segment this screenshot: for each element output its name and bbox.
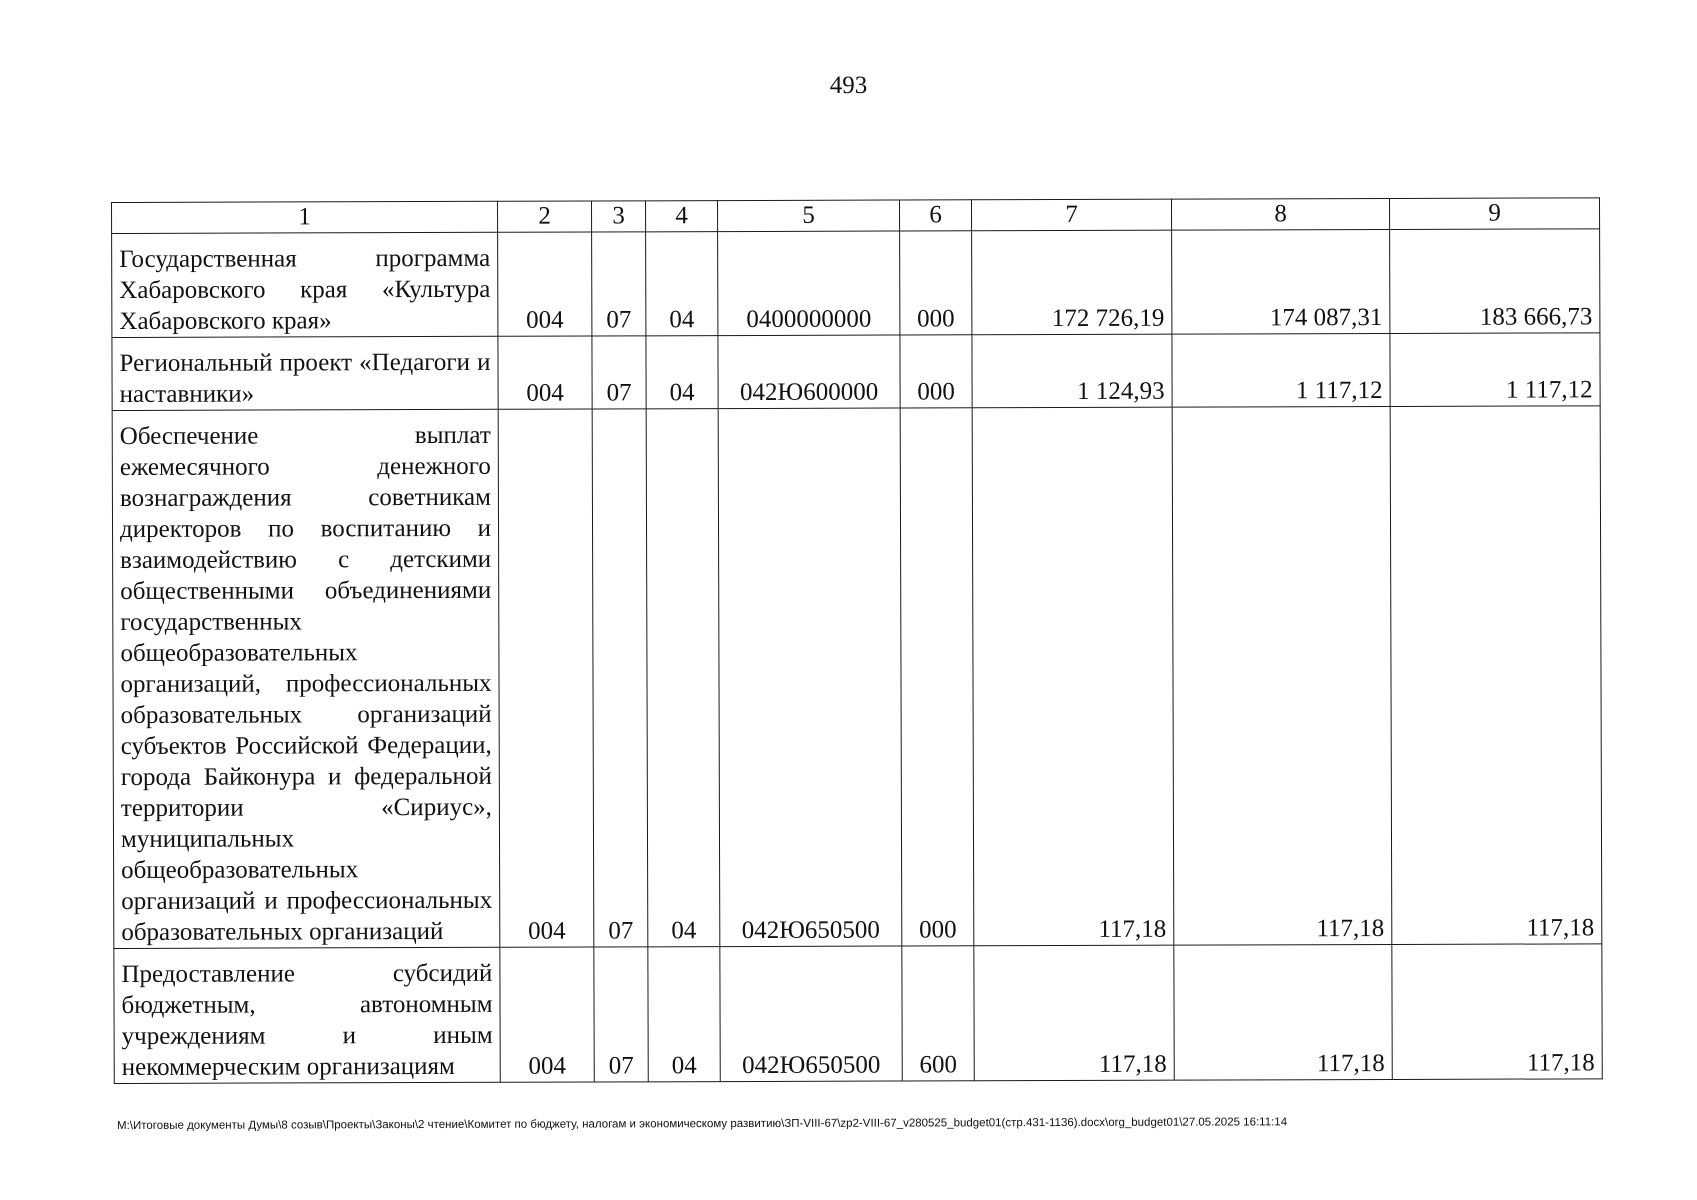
amount-col8-cell: 174 087,31 <box>1172 229 1390 334</box>
amount-col9-cell: 117,18 <box>1390 406 1602 945</box>
header-cell: 2 <box>497 201 591 232</box>
subsection-code-cell: 04 <box>648 947 720 1082</box>
budget-table <box>111 197 1603 1084</box>
header-cell: 3 <box>591 201 645 232</box>
amount-col8-cell: 1 117,12 <box>1172 333 1390 407</box>
row-description: Государственная программа Хабаровского края «Культура Хабаровского края» <box>112 232 498 337</box>
ministry-code-cell: 004 <box>498 336 592 409</box>
header-cell: 4 <box>645 201 717 232</box>
target-article-cell: 042Ю650500 <box>720 946 902 1082</box>
expense-type-cell: 000 <box>900 335 972 408</box>
amount-col7-cell: 172 726,19 <box>972 230 1172 335</box>
row-description: Обеспечение выплат ежемесячного денежного вознаграждения советникам директоров по воспитанию и взаимодействию с детскими общественными объединениями государственных общеобразовательных организаций, профессиональных образовательных организаций субъектов Российской Федерации, города Байконура и федеральной территории «Сириус», муниципальных общеобразовательных организаций и профессиональных образовательных организаций <box>112 409 500 948</box>
subsection-code-cell: 04 <box>646 409 720 947</box>
subsection-code-cell: 04 <box>646 336 718 409</box>
target-article-cell: 042Ю650500 <box>718 408 902 947</box>
ministry-code-cell: 004 <box>498 232 592 336</box>
amount-col7-cell: 1 124,93 <box>972 334 1172 408</box>
target-article-cell: 0400000000 <box>718 231 900 336</box>
table-row <box>114 944 1602 1084</box>
ministry-code-cell: 004 <box>498 409 594 947</box>
amount-col7-cell: 117,18 <box>974 945 1174 1081</box>
header-cell: 7 <box>971 199 1171 231</box>
page-number: 493 <box>829 72 868 99</box>
amount-col7-cell: 117,18 <box>972 407 1174 946</box>
header-cell: 8 <box>1171 198 1389 230</box>
header-cell: 6 <box>899 200 971 231</box>
row-description: Региональный проект «Педагоги и наставники» <box>112 336 498 410</box>
header-cell: 1 <box>112 201 498 233</box>
expense-type-cell: 000 <box>900 231 972 335</box>
section-code-cell: 07 <box>594 947 648 1082</box>
subsection-code-cell: 04 <box>646 232 718 336</box>
header-cell: 5 <box>717 200 899 232</box>
ministry-code-cell: 004 <box>500 947 594 1082</box>
amount-col9-cell: 1 117,12 <box>1390 333 1600 407</box>
expense-type-cell: 000 <box>900 408 974 946</box>
amount-col8-cell: 117,18 <box>1174 944 1392 1080</box>
expense-type-cell: 600 <box>902 946 974 1081</box>
table-header-row <box>112 198 1600 234</box>
footer-file-path: М:\Итоговые документы Думы\8 созыв\Проекты\Законы\2 чтение\Комитет по бюджету, налогам и экономическому развитию\ЗП-VIII-67\zp2-VIII-67_v280525_budget01(стр.431-1136).docx\org_budget01\27.05.2025 16:11:14 <box>117 1116 1288 1132</box>
section-code-cell: 07 <box>592 409 648 947</box>
row-description: Предоставление субсидий бюджетным, автономным учреждениям и иным некоммерческим организациям <box>114 947 500 1083</box>
table-row <box>112 229 1600 338</box>
amount-col9-cell: 183 666,73 <box>1390 229 1600 334</box>
target-article-cell: 042Ю600000 <box>718 335 900 409</box>
section-code-cell: 07 <box>592 336 646 409</box>
amount-col9-cell: 117,18 <box>1392 944 1602 1080</box>
amount-col8-cell: 117,18 <box>1172 406 1392 945</box>
table-row <box>112 333 1600 411</box>
section-code-cell: 07 <box>592 232 646 336</box>
header-cell: 9 <box>1389 198 1599 230</box>
table-row <box>112 406 1602 949</box>
